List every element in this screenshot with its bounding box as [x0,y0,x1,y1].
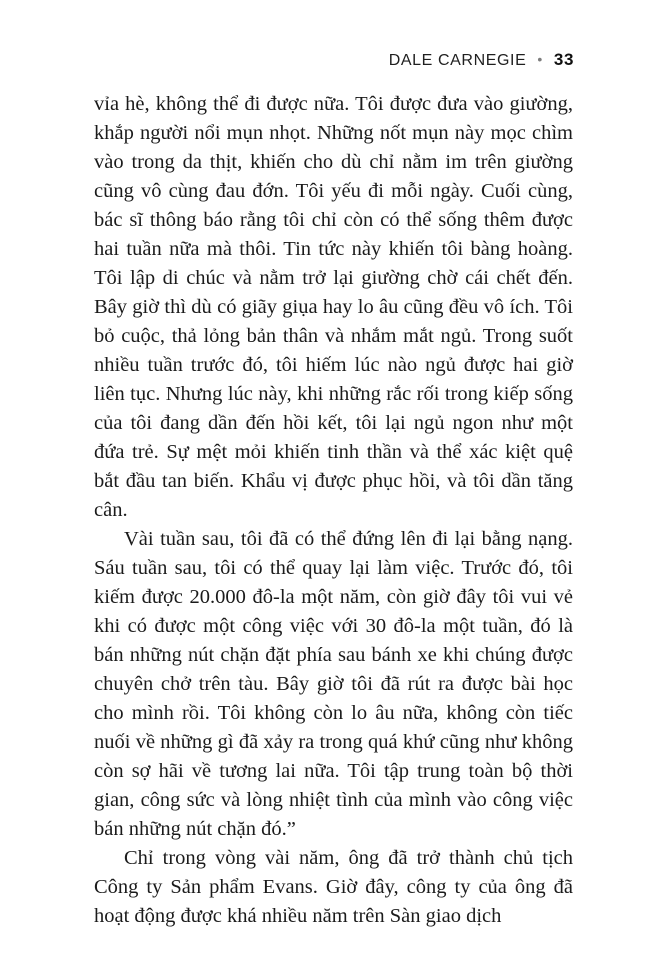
dot-separator-icon: • [537,51,543,67]
body-text-column [94,90,573,931]
body-paragraph: Chỉ trong vòng vài năm, ông đã trở thành chủ tịch Công ty Sản phẩm Evans. Giờ đây, công ty của ông đã hoạt động được khá nhiều năm trên Sàn giao dịch [94,847,573,927]
body-paragraph: vỉa hè, không thể đi được nữa. Tôi được đưa vào giường, khắp người nổi mụn nhọt. Những nốt mụn này mọc chìm vào trong da thịt, khiến cho dù chỉ nằm im trên giường cũng vô cùng đau đớn. Tôi yếu đi mỗi ngày. Cuối cùng, bác sĩ thông báo rằng tôi chỉ còn có thể sống thêm được hai tuần nữa mà thôi. Tin tức này khiến tôi bàng hoàng. Tôi lập di chúc và nằm trở lại giường chờ cái chết đến. Bây giờ thì dù có giãy giụa hay lo âu cũng đều vô ích. Tôi bỏ cuộc, thả lỏng bản thân và nhắm mắt ngủ. Trong suốt nhiều tuần trước đó, tôi hiếm lúc nào ngủ được hai giờ liên tục. Nhưng lúc này, khi những rắc rối trong kiếp sống của tôi đang dần đến hồi kết, tôi lại ngủ ngon như một đứa trẻ. Sự mệt mỏi khiến tinh thần và thể xác kiệt quệ bắt đầu tan biến. Khẩu vị được phục hồi, và tôi dần tăng cân. [94,93,573,521]
page-header [0,50,574,70]
body-paragraph: Vài tuần sau, tôi đã có thể đứng lên đi lại bằng nạng. Sáu tuần sau, tôi có thể quay lại làm việc. Trước đó, tôi kiếm được 20.000 đô-la một năm, còn giờ đây tôi vui vẻ khi có được một công việc với 30 đô-la một tuần, đó là bán những nút chặn đặt phía sau bánh xe khi chúng được chuyên chở trên tàu. Bây giờ tôi đã rút ra được bài học cho mình rồi. Tôi không còn lo âu nữa, không còn tiếc nuối về những gì đã xảy ra trong quá khứ cũng như không còn sợ hãi về tương lai nữa. Tôi tập trung toàn bộ thời gian, công sức và lòng nhiệt tình của mình vào công việc bán những nút chặn đó.” [94,528,573,840]
page-number: 33 [553,50,574,69]
running-title: DALE CARNEGIE [388,52,527,69]
